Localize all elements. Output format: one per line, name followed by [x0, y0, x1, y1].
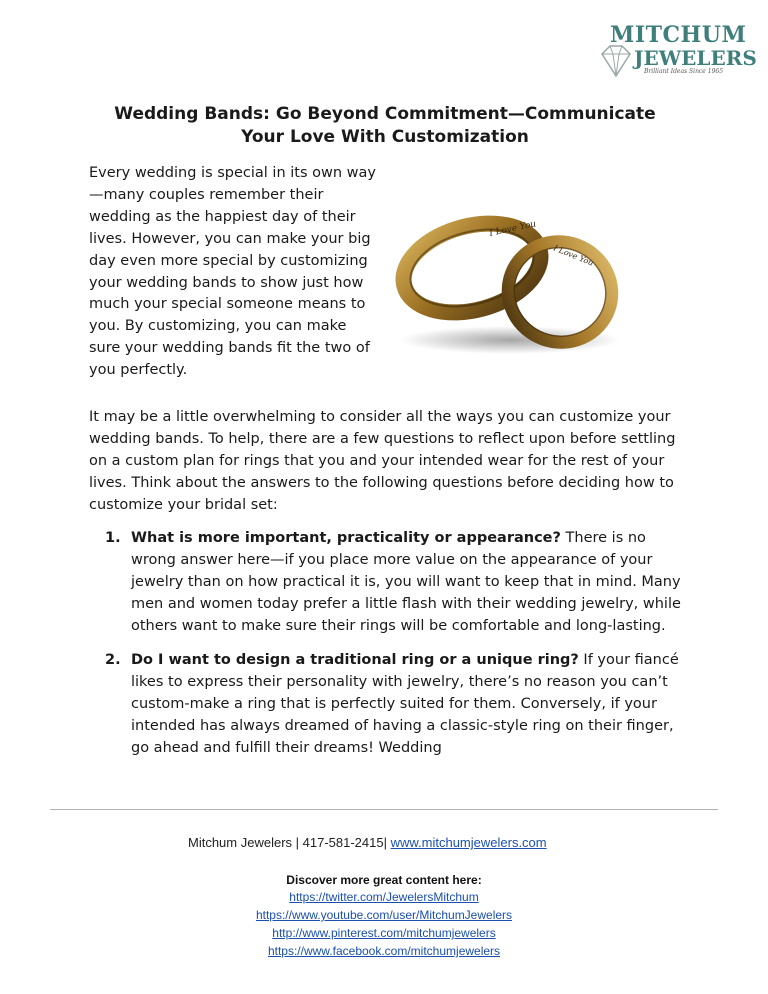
contact-text: Mitchum Jewelers | 417-581-2415| [188, 835, 391, 850]
wedding-rings-image [390, 200, 630, 360]
discover-heading: Discover more great content here: [286, 873, 482, 887]
social-links [0, 908, 768, 922]
list-number: 1. [105, 530, 121, 546]
footer-contact [188, 835, 547, 850]
list-question: What is more important, practicality or appearance? [131, 530, 561, 546]
questions-list [89, 527, 689, 771]
social-links [0, 926, 768, 940]
twitter-link[interactable]: https://twitter.com/JewelersMitchum [289, 890, 479, 904]
social-links [0, 944, 768, 958]
social-links [0, 890, 768, 904]
logo-tagline: Brilliant Ideas Since 1965 [644, 68, 724, 75]
list-question: Do I want to design a traditional ring or a unique ring? [131, 652, 579, 668]
website-link[interactable]: www.mitchumjewelers.com [390, 835, 547, 850]
list-text: If your fiancé likes to express their personality with jewelry, there’s no reason you can’t custom-make a ring that is perfectly suited for them. Conversely, if your intended has always dreamed of having a classic-style ring on their finger, go ahead and fulfill their dreams! Wedding [131, 652, 679, 756]
list-text: There is no wrong answer here—if you place more value on the appearance of your jewelry than on how practical it is, you will want to keep that in mind. Many men and women today prefer a little flash with their wedding jewelry, while others want to make sure their rings will be comfortable and long-lasting. [131, 530, 681, 634]
large-ring-engraving: I Love You [488, 219, 538, 239]
logo-name: MITCHUM [610, 22, 747, 48]
small-ring-engraving: I Love You [552, 243, 595, 268]
intro-paragraph: Every wedding is special in its own way—many couples remember their wedding as the happiest day of their lives. However, you can make your big day even more special by customizing your wedding bands to show just how much your special someone means to you. By customizing, you can make sure your wedding bands fit the two of you perfectly. [89, 165, 376, 379]
list-item [89, 527, 689, 637]
diamond-icon [596, 42, 636, 82]
youtube-link[interactable]: https://www.youtube.com/user/MitchumJewelers [255, 908, 513, 922]
pinterest-link[interactable]: http://www.pinterest.com/mitchumjewelers [272, 926, 496, 940]
logo-subname: JEWELERS [634, 46, 757, 70]
list-number: 2. [105, 652, 121, 668]
footer-divider [50, 809, 718, 810]
body-paragraph: It may be a little overwhelming to consider all the ways you can customize your wedding bands. To help, there are a few questions to reflect upon before settling on a custom plan for rings that you and your intended wear for the rest of your lives. Think about the answers to the following questions before deciding how to customize your bridal set: [89, 409, 676, 513]
list-item [89, 649, 689, 759]
facebook-link[interactable]: https://www.facebook.com/mitchumjewelers [267, 944, 501, 958]
page-title: Wedding Bands: Go Beyond Commitment—Communicate Your Love With Customization [114, 104, 656, 147]
